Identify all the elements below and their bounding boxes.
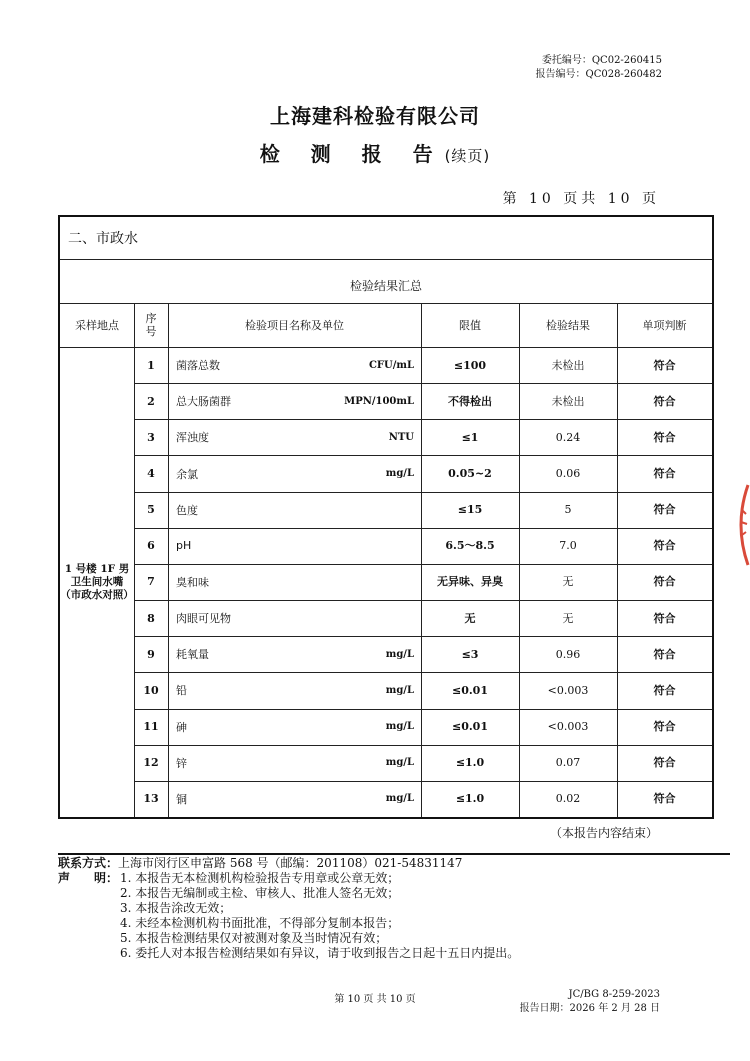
item-name: 锌 <box>176 756 187 770</box>
judgement-value: 符合 <box>653 358 676 372</box>
result-value: 5 <box>564 503 572 517</box>
row-number: 2 <box>147 394 155 408</box>
col-header-result: 检验结果 <box>546 318 590 332</box>
judgement-value: 符合 <box>653 756 676 770</box>
row-number: 11 <box>143 720 159 734</box>
section-title: 二、市政水 <box>68 231 138 247</box>
test-item <box>176 347 414 383</box>
report-title <box>0 138 750 167</box>
footer-divider <box>58 853 730 855</box>
company-name: 上海建科检验有限公司 <box>270 104 480 128</box>
row-number: 10 <box>143 683 159 697</box>
col-header-item: 检验项目名称及单位 <box>245 318 344 332</box>
judgement-value: 符合 <box>653 792 676 806</box>
judgement-value: 符合 <box>653 467 676 481</box>
result-value: 0.02 <box>555 792 581 806</box>
summary-title: 检验结果汇总 <box>349 279 422 293</box>
result-value: 0.96 <box>555 647 581 661</box>
statement-item: 2. 本报告无编制或主检、审核人、批准人签名无效； <box>120 886 400 900</box>
form-code: JC/BG 8-259-2023 <box>568 989 660 1000</box>
test-item <box>176 564 414 600</box>
footer-meta <box>520 988 660 1016</box>
limit-value: 6.5～8.5 <box>445 539 495 553</box>
divider <box>168 303 169 817</box>
judgement-value: 符合 <box>653 394 676 408</box>
limit-value: 0.05~2 <box>448 467 492 481</box>
footer-page: 第 10 页 共 10 页 <box>334 994 416 1005</box>
statement-item: 1. 本报告无本检测机构检验报告专用章或公章无效； <box>120 871 400 885</box>
col-header-judgement: 单项判断 <box>642 318 687 332</box>
limit-value: ≤3 <box>461 647 479 661</box>
result-value: 0.06 <box>555 467 581 481</box>
item-name: 菌落总数 <box>176 359 220 373</box>
result-value: <0.003 <box>547 720 589 734</box>
sampling-location: 1 号楼 1F 男 卫生间水嘴 （市政水对照） <box>60 562 134 601</box>
statement-list <box>120 871 519 961</box>
test-item <box>176 455 414 491</box>
test-item <box>176 709 414 745</box>
test-item <box>176 781 414 817</box>
report-date: 报告日期：2026 年 2 月 28 日 <box>519 1003 660 1014</box>
row-number: 4 <box>147 467 155 481</box>
row-number: 8 <box>147 611 155 625</box>
item-name: 铜 <box>176 792 187 806</box>
limit-value: ≤1.0 <box>455 792 485 806</box>
result-value: 未检出 <box>551 358 585 372</box>
divider <box>60 259 712 260</box>
item-unit: mg/L <box>385 468 414 480</box>
row-number: 6 <box>147 539 155 553</box>
item-name: 总大肠菌群 <box>176 395 231 409</box>
result-value: 未检出 <box>551 394 585 408</box>
item-unit: CFU/mL <box>368 359 414 371</box>
item-name: pH <box>176 539 192 553</box>
item-unit: mg/L <box>385 684 414 696</box>
row-number: 12 <box>143 756 159 770</box>
test-item <box>176 745 414 781</box>
item-unit: mg/L <box>385 721 414 733</box>
limit-value: ≤0.01 <box>451 683 488 697</box>
row-number: 1 <box>147 358 155 372</box>
col-header-seq: 序 号 <box>145 312 157 338</box>
judgement-value: 符合 <box>653 503 676 517</box>
item-unit: mg/L <box>385 757 414 769</box>
test-item <box>176 492 414 528</box>
limit-value: ≤15 <box>457 503 483 517</box>
result-value: 7.0 <box>559 539 577 553</box>
page-indicator: 第 10 页共 10 页 <box>502 191 660 207</box>
test-item <box>176 528 414 564</box>
col-header-location: 采样地点 <box>75 318 119 332</box>
item-name: 余氯 <box>176 467 198 481</box>
item-unit: NTU <box>388 431 414 443</box>
row-number: 5 <box>147 503 155 517</box>
result-value: 0.24 <box>555 430 581 444</box>
item-name: 浑浊度 <box>176 431 209 445</box>
judgement-value: 符合 <box>653 611 676 625</box>
contact-line <box>58 856 462 871</box>
limit-value: ≤100 <box>453 358 487 372</box>
item-unit: MPN/100mL <box>344 395 414 407</box>
item-name: 铅 <box>176 684 187 698</box>
commission-number: 委托编号：QC02-260415 <box>541 55 662 66</box>
judgement-value: 符合 <box>653 683 676 697</box>
result-value: 无 <box>562 575 574 589</box>
statement-item: 4. 未经本检测机构书面批准，不得部分复制本报告； <box>120 916 400 930</box>
item-unit: mg/L <box>385 793 414 805</box>
row-number: 3 <box>147 430 155 444</box>
report-title-main: 检 测 报 告 <box>259 142 445 166</box>
end-note: （本报告内容结束） <box>549 826 658 840</box>
judgement-value: 符合 <box>653 720 676 734</box>
test-item <box>176 419 414 455</box>
result-value: <0.003 <box>547 683 589 697</box>
row-number: 7 <box>147 575 155 589</box>
limit-value: 不得检出 <box>448 394 492 408</box>
statement-item: 3. 本报告涂改无效； <box>120 901 232 915</box>
limit-value: 无 <box>464 611 476 625</box>
result-value: 0.07 <box>555 756 581 770</box>
judgement-value: 符合 <box>653 430 676 444</box>
seal-stamp <box>730 480 750 570</box>
row-number: 9 <box>147 647 155 661</box>
item-name: 肉眼可见物 <box>176 612 231 626</box>
report-number: 报告编号：QC028-260482 <box>535 69 662 80</box>
contact-value: 上海市闵行区申富路 568 号（邮编：201108）021-54831147 <box>118 856 463 870</box>
report-title-suffix: (续页) <box>444 147 491 165</box>
limit-value: 无异味、异臭 <box>437 575 503 589</box>
item-name: 砷 <box>176 720 187 734</box>
test-item <box>176 636 414 672</box>
statement-item: 5. 本报告检测结果仅对被测对象及当时情况有效； <box>120 931 388 945</box>
col-header-limit: 限值 <box>459 318 481 332</box>
contact-label: 联系方式： <box>58 856 119 870</box>
statement-item: 6. 委托人对本报告检测结果如有异议，请于收到报告之日起十五日内提出。 <box>120 946 520 960</box>
limit-value: ≤1 <box>461 430 479 444</box>
test-item <box>176 600 414 636</box>
item-name: 耗氧量 <box>176 648 209 662</box>
judgement-value: 符合 <box>653 539 676 553</box>
test-item <box>176 672 414 708</box>
item-name: 色度 <box>176 503 198 517</box>
result-value: 无 <box>562 611 574 625</box>
judgement-value: 符合 <box>653 647 676 661</box>
test-item <box>176 383 414 419</box>
row-number: 13 <box>143 792 159 806</box>
statement-label: 声 明： <box>58 871 119 885</box>
limit-value: ≤0.01 <box>451 720 488 734</box>
limit-value: ≤1.0 <box>455 756 485 770</box>
item-unit: mg/L <box>385 648 414 660</box>
judgement-value: 符合 <box>653 575 676 589</box>
item-name: 臭和味 <box>176 575 209 589</box>
